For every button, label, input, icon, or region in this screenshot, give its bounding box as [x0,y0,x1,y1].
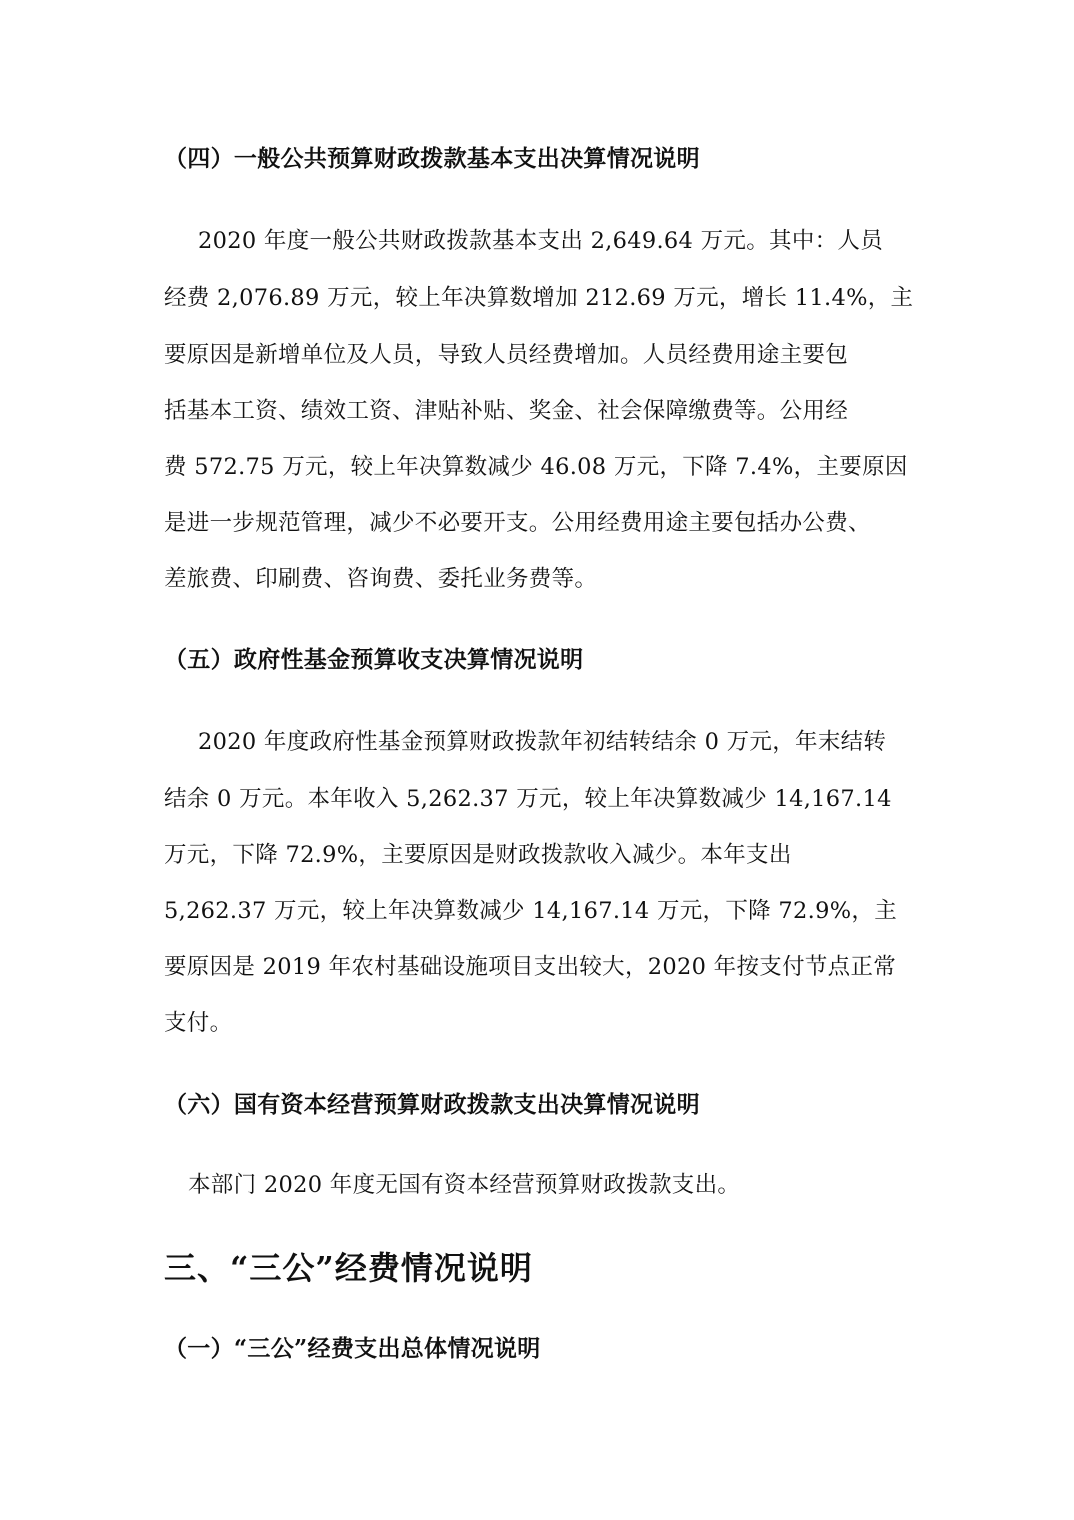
paragraph-line: 5,262.37 万元，较上年决算数减少 14,167.14 万元，下降 72.9%，主 [164,898,897,924]
paragraph-line: 要原因是 2019 年农村基础设施项目支出较大，2020 年按支付节点正常 [164,954,897,980]
section-heading-6: （六）国有资本经营预算财政拨款支出决算情况说明 [164,1091,700,1118]
paragraph-line: 支付。 [164,1010,233,1036]
paragraph-line: 万元，下降 72.9%，主要原因是财政拨款收入减少。本年支出 [164,842,792,868]
part-heading-3: 三、“三公”经费情况说明 [164,1249,533,1287]
paragraph-line: 括基本工资、绩效工资、津贴补贴、奖金、社会保障缴费等。公用经 [164,398,849,424]
paragraph-line: 费 572.75 万元，较上年决算数减少 46.08 万元，下降 7.4%，主要原因 [164,454,908,480]
paragraph-line: 要原因是新增单位及人员，导致人员经费增加。人员经费用途主要包 [164,342,849,368]
section-heading-5: （五）政府性基金预算收支决算情况说明 [164,646,584,673]
paragraph-line: 2020 年度一般公共财政拨款基本支出 2,649.64 万元。其中：人员 [198,228,884,254]
paragraph-line: 结余 0 万元。本年收入 5,262.37 万元，较上年决算数减少 14,167.14 [164,786,892,812]
paragraph-line: 本部门 2020 年度无国有资本经营预算财政拨款支出。 [188,1172,741,1198]
section-heading-4: （四）一般公共预算财政拨款基本支出决算情况说明 [164,145,700,172]
section-heading-3-1: （一）“三公”经费支出总体情况说明 [164,1335,541,1362]
paragraph-line: 经费 2,076.89 万元，较上年决算数增加 212.69 万元，增长 11.4%，主 [164,285,914,311]
paragraph-line: 差旅费、印刷费、咨询费、委托业务费等。 [164,566,598,592]
paragraph-line: 是进一步规范管理，减少不必要开支。公用经费用途主要包括办公费、 [164,510,871,536]
paragraph-line: 2020 年度政府性基金预算财政拨款年初结转结余 0 万元，年末结转 [198,729,887,755]
